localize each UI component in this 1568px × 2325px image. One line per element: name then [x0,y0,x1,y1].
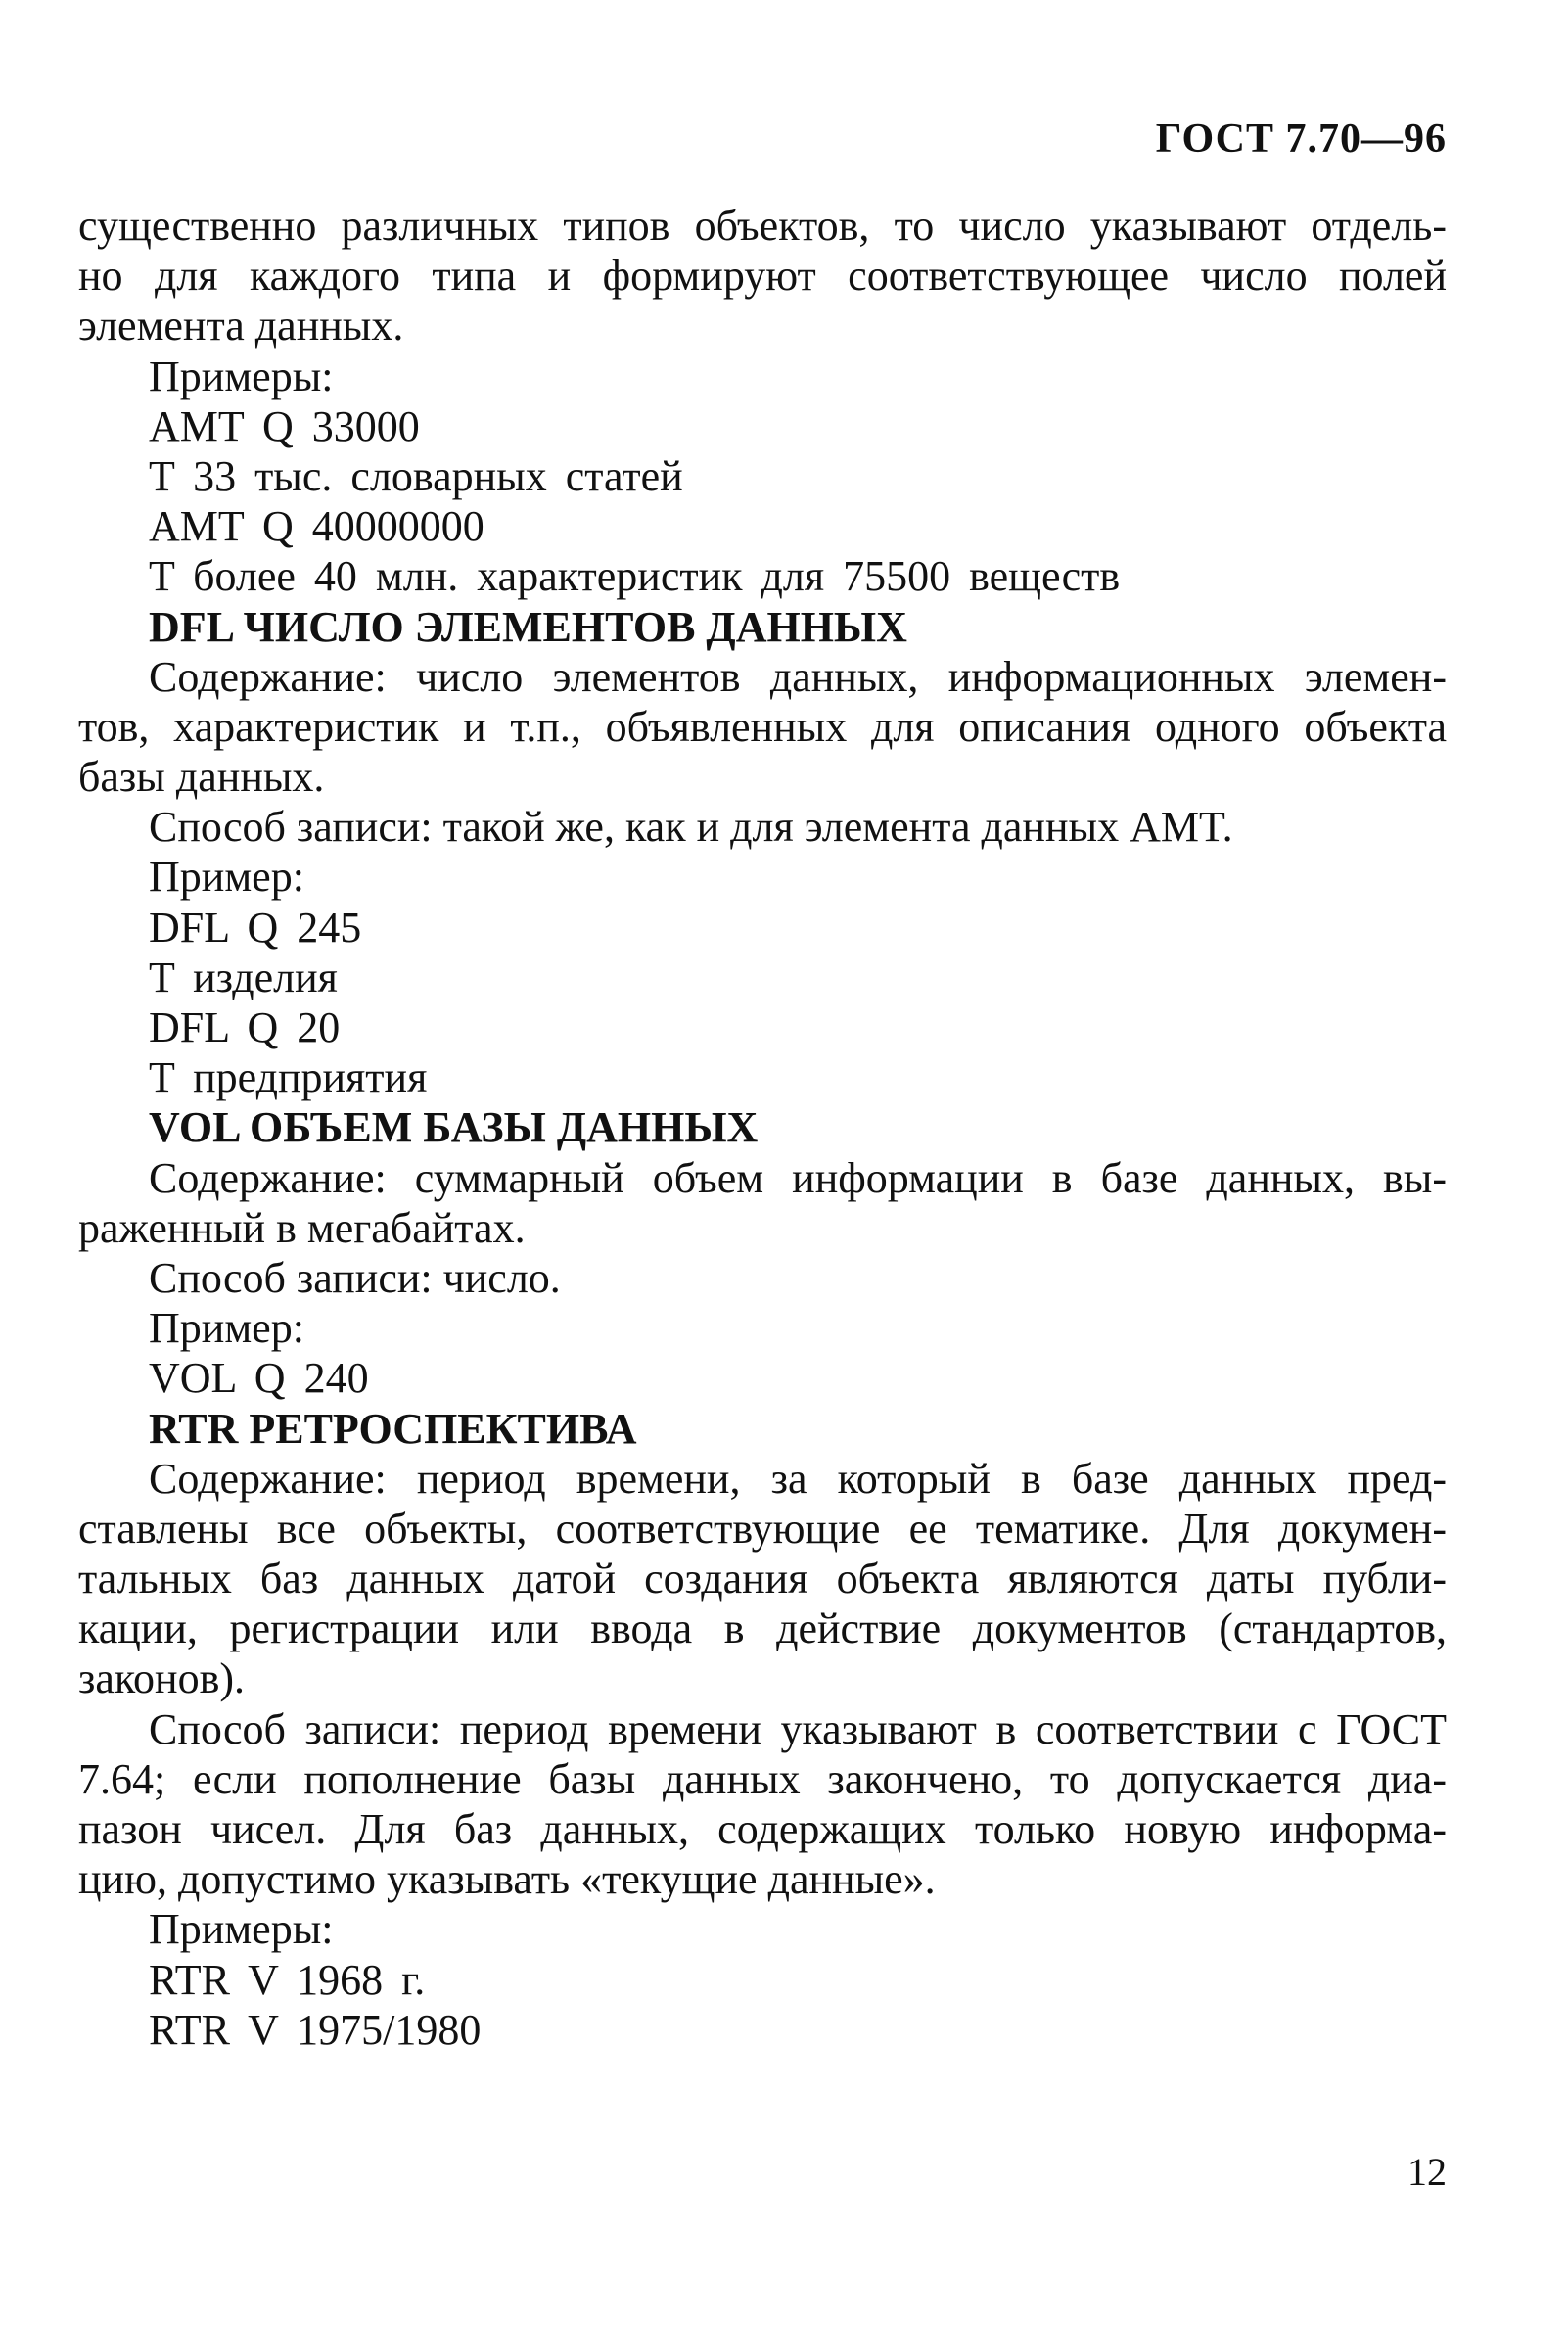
page-number: 12 [1407,2150,1447,2194]
example-line: RTR V 1975/1980 [149,2005,482,2054]
text-line: пазон чисел. Для баз данных, содержащих только новую информа- [78,1805,1447,1853]
example-line: DFL Q 20 [149,1003,341,1051]
example-line: AMT Q 40000000 [149,502,484,551]
example-line: VOL Q 240 [149,1354,369,1403]
text-line: базы данных. [78,753,325,802]
example-label: Пример: [149,853,304,902]
example-line: AMT Q 33000 [149,401,420,450]
text-line: существенно различных типов объектов, то число указывают отдель- [78,202,1447,250]
text-line: цию, допустимо указывать «текущие данные». [78,1855,936,1904]
text-line: но для каждого типа и формируют соответствующее число полей [78,252,1447,301]
examples-label: Примеры: [149,351,334,400]
text-line: Содержание: период времени, за который в базе данных пред- [149,1454,1447,1503]
text-line: элемента данных. [78,302,404,350]
example-line: T 33 тыс. словарных статей [149,451,683,500]
example-line: RTR V 1968 г. [149,1955,426,2004]
text-line: тов, характеристик и т.п., объявленных для описания одного объекта [78,702,1447,751]
text-line: тальных баз данных датой создания объекта являются даты публи- [78,1555,1447,1604]
example-line: DFL Q 245 [149,903,362,952]
examples-label: Примеры: [149,1905,334,1954]
text-line: Способ записи: период времени указывают в соответствии с ГОСТ [149,1704,1447,1753]
document-body [78,201,1447,2055]
text-line: раженный в мегабайтах. [78,1203,526,1252]
text-line: Способ записи: число. [149,1253,561,1302]
example-line: T изделия [149,953,338,1001]
section-heading-vol: VOL ОБЪЕМ БАЗЫ ДАННЫХ [149,1103,759,1152]
text-line: кации, регистрации или ввода в действие документов (стандартов, [78,1604,1447,1653]
text-line: Способ записи: такой же, как и для элемента данных AMT. [149,803,1233,852]
example-label: Пример: [149,1304,304,1353]
example-line: T предприятия [149,1053,428,1102]
text-line: Содержание: суммарный объем информации в базе данных, вы- [149,1153,1447,1202]
page-header: ГОСТ 7.70—96 [1155,116,1447,162]
example-line: T более 40 млн. характеристик для 75500 веществ [149,552,1121,601]
section-heading-dfl: DFL ЧИСЛО ЭЛЕМЕНТОВ ДАННЫХ [149,602,907,651]
text-line: законов). [78,1654,246,1703]
text-line: ставлены все объекты, соответствующие ее тематике. Для докумен- [78,1504,1447,1553]
section-heading-rtr: RTR РЕТРОСПЕКТИВА [149,1404,637,1453]
text-line: Содержание: число элементов данных, информационных элемен- [149,652,1447,701]
text-line: 7.64; если пополнение базы данных закончено, то допускается диа- [78,1754,1447,1803]
